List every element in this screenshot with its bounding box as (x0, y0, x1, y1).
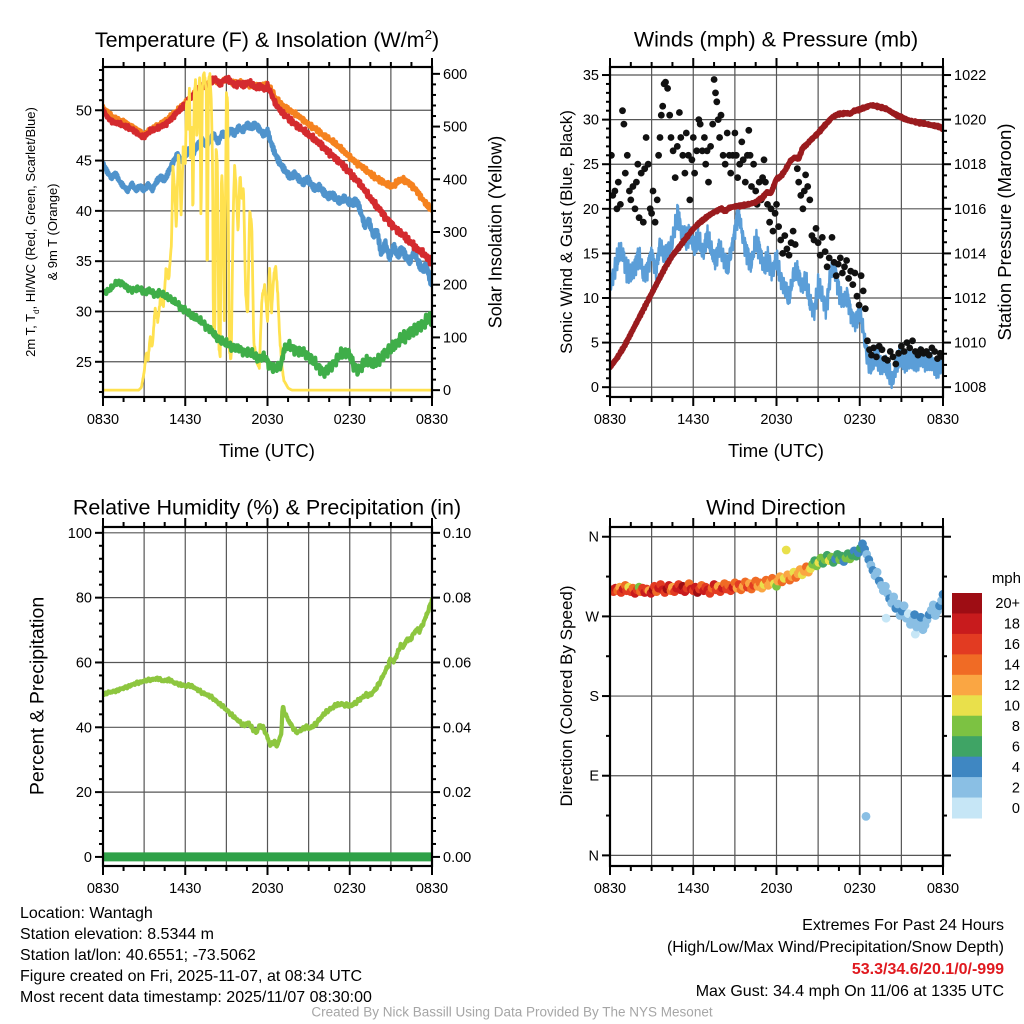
station-latlon: Station lat/lon: 40.6551; -73.5062 (20, 947, 256, 964)
svg-text:0230: 0230 (843, 412, 876, 428)
wind-gusts-dot (742, 179, 749, 186)
svg-text:0.02: 0.02 (443, 785, 472, 802)
wind-gusts-dot (619, 107, 626, 114)
direction-by-speed-dot (882, 614, 891, 623)
colorbar-label: 18 (1003, 616, 1020, 633)
wind-gusts-dot (860, 288, 867, 295)
wind-gusts-dot (672, 174, 679, 181)
colorbar-cell (952, 695, 982, 716)
wind-gusts-dot (745, 127, 752, 134)
svg-text:S: S (589, 689, 599, 706)
wind-gusts-dot (841, 263, 848, 270)
colorbar-title: mph (991, 570, 1021, 587)
svg-text:35: 35 (75, 254, 92, 271)
wind-gusts-dot (845, 275, 852, 282)
svg-text:1018: 1018 (954, 157, 987, 174)
temp-insolation-title (95, 27, 439, 53)
wind-gusts-dot (648, 210, 655, 217)
wind-gusts-dot (804, 183, 811, 190)
wind-gusts-dot (784, 246, 791, 253)
direction-left-axis-label: Direction (Colored By Speed) (557, 585, 576, 807)
svg-text:1014: 1014 (954, 246, 987, 263)
colorbar-label: 16 (1003, 637, 1020, 654)
wind-direction-title: Wind Direction (706, 495, 846, 520)
wind-gusts-dot (612, 188, 619, 195)
wind-gusts-dot (835, 261, 842, 268)
wind-gusts-dot (657, 134, 664, 141)
grid-temp-insolation (103, 67, 432, 397)
speed-colorbar (952, 570, 1021, 819)
svg-text:30: 30 (582, 112, 599, 129)
wind-gusts-dot (677, 134, 684, 141)
wind-gusts-dot (643, 134, 650, 141)
svg-text:0830: 0830 (593, 412, 627, 428)
svg-text:100: 100 (67, 525, 92, 542)
wind-gusts-dot (662, 79, 669, 86)
wind-gusts-dot (750, 161, 757, 168)
colorbar-label: 12 (1003, 678, 1020, 695)
wind-gusts-dot (747, 152, 754, 159)
colorbar-cell (952, 613, 982, 634)
colorbar-cell (952, 736, 982, 757)
temp-title-post: ) (432, 28, 440, 53)
wind-gusts-dot (711, 76, 718, 83)
wind-gusts-dot (852, 270, 859, 277)
svg-text:0830: 0830 (415, 881, 449, 897)
wind-gusts-dot (926, 352, 933, 359)
svg-text:E: E (589, 768, 599, 785)
svg-text:0830: 0830 (926, 412, 960, 428)
svg-text:1008: 1008 (954, 380, 987, 397)
wind-gusts-dot (864, 337, 871, 344)
svg-text:1016: 1016 (954, 201, 987, 218)
wind-gusts-dot (702, 161, 709, 168)
wind-gusts-dot (815, 239, 822, 246)
svg-text:1430: 1430 (677, 881, 710, 897)
wind-gusts-dot (790, 228, 797, 235)
tick-labels-temp-insolation (76, 67, 467, 428)
wind-gusts-dot (709, 121, 716, 128)
temp-ylabel-sub: d (31, 309, 41, 314)
svg-text:1430: 1430 (169, 881, 202, 897)
grid-humidity-precip (103, 527, 432, 866)
wind-gusts-dot (632, 205, 639, 212)
svg-text:600: 600 (443, 66, 468, 83)
wind-gusts-dot (658, 112, 665, 119)
svg-text:10: 10 (582, 291, 599, 307)
wind-gusts-dot (617, 201, 624, 208)
svg-text:0.08: 0.08 (443, 590, 472, 607)
svg-text:1010: 1010 (954, 335, 987, 352)
wind-gusts-dot (813, 225, 820, 232)
svg-text:45: 45 (75, 153, 92, 170)
svg-text:50: 50 (75, 103, 92, 120)
wind-gusts-dot (849, 281, 856, 288)
svg-text:40: 40 (75, 720, 92, 737)
svg-text:2030: 2030 (251, 881, 284, 897)
svg-text:30: 30 (75, 304, 92, 321)
wind-gusts-dot (664, 85, 671, 92)
svg-text:0230: 0230 (843, 881, 876, 897)
direction-by-speed-dot (862, 812, 871, 821)
wind-gusts-dot (713, 98, 720, 105)
wind-gusts-dot (615, 179, 622, 186)
svg-text:25: 25 (582, 157, 599, 174)
temp-title-sup: 2 (424, 26, 433, 42)
svg-text:400: 400 (443, 172, 468, 189)
svg-text:2030: 2030 (760, 412, 793, 428)
svg-text:0: 0 (443, 383, 452, 400)
winds-xaxis-title: Time (UTC) (728, 440, 824, 461)
svg-text:200: 200 (443, 277, 468, 294)
colorbar-label: 14 (1003, 657, 1020, 674)
wind-gusts-dot (761, 156, 768, 163)
svg-text:1430: 1430 (169, 412, 202, 428)
svg-text:N: N (588, 848, 599, 865)
colorbar-cell (952, 798, 982, 819)
pressure-right-axis-label: Station Pressure (Maroon) (994, 123, 1015, 341)
wind-gusts-dot (666, 112, 673, 119)
svg-text:20: 20 (582, 201, 599, 218)
svg-text:0230: 0230 (333, 881, 366, 897)
series-wind-direction (607, 539, 947, 820)
wind-gusts-dot (909, 337, 916, 344)
svg-text:300: 300 (443, 225, 468, 241)
svg-text:0.04: 0.04 (443, 720, 472, 737)
temp-left-axis-line2: & 9m T (Orange) (44, 183, 60, 281)
colorbar-cell (952, 716, 982, 737)
max-gust-text: Max Gust: 34.4 mph On 11/06 at 1335 UTC (695, 983, 1004, 1000)
solar-right-axis-label: Solar Insolation (Yellow) (485, 135, 506, 329)
wind-gusts-dot (633, 179, 640, 186)
wind-gusts-dot (772, 210, 779, 217)
direction-by-speed-dot (900, 601, 909, 610)
colorbar-label: 8 (1011, 718, 1020, 735)
station-elevation: Station elevation: 8.5344 m (20, 926, 214, 943)
colorbar-cell (952, 757, 982, 778)
svg-text:0230: 0230 (333, 412, 366, 428)
wind-gusts-dot (716, 134, 723, 141)
svg-text:0.06: 0.06 (443, 655, 472, 672)
wind-gusts-dot (689, 156, 696, 163)
wind-gusts-dot (624, 152, 631, 159)
wind-gusts-dot (650, 188, 657, 195)
wind-gusts-dot (873, 354, 880, 361)
wind-gusts-dot (800, 205, 807, 212)
wind-gusts-dot (722, 161, 729, 168)
series-winds-pressure (608, 76, 946, 388)
wind-gusts-dot (829, 234, 836, 241)
svg-text:35: 35 (582, 68, 599, 85)
chart-humidity-precip (68, 518, 471, 897)
wind-gusts-dot (640, 219, 647, 226)
humidity-left-axis-label: Percent & Precipitation (26, 596, 49, 796)
svg-text:20: 20 (75, 785, 92, 802)
wind-gusts-dot (674, 143, 681, 150)
wind-gusts-dot (819, 234, 826, 241)
svg-text:100: 100 (443, 330, 468, 347)
wind-gusts-dot (682, 170, 689, 177)
extremes-values: 53.3/34.6/20.1/0/-999 (851, 961, 1004, 978)
wind-gusts-dot (727, 170, 734, 177)
wind-gusts-dot (691, 170, 698, 177)
temp-ylabel-pre: 2m T, T (23, 313, 39, 357)
wind-gusts-dot (775, 223, 782, 230)
svg-text:0830: 0830 (86, 412, 120, 428)
recent-data-timestamp: Most recent data timestamp: 2025/11/07 08:30:00 (20, 989, 372, 1006)
chart-winds-pressure (583, 58, 986, 428)
wind-gusts-dot (645, 161, 652, 168)
colorbar-label: 0 (1011, 800, 1020, 817)
wind-gusts-dot (862, 305, 869, 312)
wind-gusts-dot (837, 255, 844, 262)
wind-gusts-dot (732, 130, 739, 137)
temp-xaxis-title: Time (UTC) (219, 440, 315, 461)
wind-gusts-dot (858, 272, 865, 279)
wind-gusts-dot (683, 130, 690, 137)
svg-text:1430: 1430 (677, 412, 710, 428)
wind-gusts-dot (634, 161, 641, 168)
wind-gusts-dot (627, 197, 634, 204)
temp-left-axis-label (23, 107, 61, 357)
svg-text:0830: 0830 (415, 412, 449, 428)
svg-text:15: 15 (582, 246, 599, 263)
wind-gusts-dot (786, 252, 793, 259)
svg-text:1020: 1020 (954, 112, 987, 129)
wind-gusts-dot (701, 134, 708, 141)
figure-created-timestamp: Figure created on Fri, 2025-11-07, at 08:34 UTC (20, 968, 363, 985)
svg-text:0830: 0830 (86, 881, 120, 897)
svg-text:W: W (585, 609, 599, 626)
wind-gusts-dot (733, 152, 740, 159)
wind-gusts-dot (906, 345, 913, 352)
svg-text:0.00: 0.00 (443, 849, 472, 866)
colorbar-cell (952, 593, 982, 614)
wind-gusts-dot (901, 348, 908, 355)
wind-gusts-dot (752, 188, 759, 195)
wind-gusts-dot (824, 263, 831, 270)
svg-text:25: 25 (75, 354, 92, 371)
colorbar-cell (952, 654, 982, 675)
wind-gusts-dot (655, 152, 662, 159)
wind-gusts-dot (734, 174, 741, 181)
colorbar-label: 10 (1003, 698, 1020, 715)
wind-gusts-dot (762, 179, 769, 186)
colorbar-cell (952, 634, 982, 655)
humidity-precip-title: Relative Humidity (%) & Precipitation (in) (72, 495, 462, 520)
svg-text:1022: 1022 (954, 68, 987, 85)
wind-gusts-dot (843, 257, 850, 264)
chart-temp-insolation (76, 58, 467, 428)
wind-gusts-dot (802, 172, 809, 179)
wind-gusts-dot (795, 179, 802, 186)
wind-gusts-dot (622, 170, 629, 177)
svg-text:0: 0 (590, 380, 599, 397)
wind-gusts-dot (686, 197, 693, 204)
wind-gusts-dot (707, 143, 714, 150)
svg-text:60: 60 (75, 655, 92, 672)
wind-gusts-dot (773, 201, 780, 208)
extremes-block (667, 915, 1004, 1003)
wind-gusts-dot (712, 90, 719, 97)
wind-gusts-dot (839, 270, 846, 277)
station-info-block (20, 903, 372, 1008)
svg-text:80: 80 (75, 590, 92, 607)
wind-gusts-dot (697, 121, 704, 128)
wind-left-axis-label: Sonic Wind & Gust (Blue, Black) (557, 110, 576, 354)
extremes-title: Extremes For Past 24 Hours (802, 917, 1004, 934)
wind-gusts-dot (676, 109, 683, 116)
footer-credit: Created By Nick Bassill Using Data Provided By The NYS Mesonet (311, 1004, 713, 1020)
wind-gusts-dot (892, 361, 899, 368)
colorbar-label: 2 (1011, 780, 1020, 797)
wind-gusts-dot (654, 197, 661, 204)
wind-gusts-dot (720, 152, 727, 159)
wind-gusts-dot (659, 103, 666, 110)
chart-wind-direction (585, 518, 1021, 897)
wind-gusts-dot (766, 219, 773, 226)
temp-title-pre: Temperature (F) & Insolation (W/m (94, 28, 425, 53)
svg-text:1012: 1012 (954, 291, 987, 307)
wind-gusts-dot (781, 232, 788, 239)
tick-labels-humidity-precip (68, 526, 471, 897)
svg-text:0.10: 0.10 (443, 525, 472, 542)
wind-gusts-dot (652, 219, 659, 226)
wind-gusts-dot (724, 130, 731, 137)
station-location: Location: Wantagh (20, 905, 153, 922)
svg-text:0830: 0830 (926, 881, 960, 897)
wind-gusts-dot (690, 134, 697, 141)
colorbar-cell (952, 777, 982, 798)
extremes-subtitle: (High/Low/Max Wind/Precipitation/Snow Depth) (666, 939, 1004, 956)
temp-ylabel-post: , HI/WC (Red, Green, Scarlet/Blue) (23, 107, 39, 310)
winds-pressure-title: Winds (mph) & Pressure (mb) (633, 27, 919, 52)
wind-gusts-dot (738, 139, 745, 146)
wind-gusts-dot (792, 241, 799, 248)
wind-gusts-dot (822, 248, 829, 255)
wind-gusts-dot (770, 228, 777, 235)
svg-text:40: 40 (75, 203, 92, 220)
direction-by-speed-dot (782, 546, 791, 555)
colorbar-label: 20+ (995, 596, 1020, 613)
svg-text:2030: 2030 (251, 412, 284, 428)
wind-gusts-dot (833, 272, 840, 279)
wind-gusts-dot (890, 354, 897, 361)
wind-gusts-dot (621, 121, 628, 128)
colorbar-label: 6 (1011, 739, 1020, 756)
svg-text:0: 0 (83, 849, 92, 866)
svg-text:N: N (588, 529, 599, 546)
direction-by-speed-dot (873, 568, 882, 577)
wind-gusts-dot (806, 197, 813, 204)
wind-gusts-dot (856, 302, 863, 309)
wind-gusts-dot (854, 293, 861, 300)
wind-gusts-dot (879, 346, 886, 353)
svg-text:5: 5 (590, 335, 599, 352)
temp-left-axis-line1 (23, 107, 45, 357)
wind-gusts-dot (668, 134, 675, 141)
svg-text:2030: 2030 (760, 881, 793, 897)
wind-gusts-dot (718, 112, 725, 119)
wind-gusts-dot (705, 179, 712, 186)
svg-text:500: 500 (443, 119, 468, 136)
colorbar-cell (952, 675, 982, 696)
wind-gusts-dot (794, 165, 801, 172)
colorbar-label: 4 (1011, 759, 1020, 776)
svg-text:0830: 0830 (593, 881, 627, 897)
